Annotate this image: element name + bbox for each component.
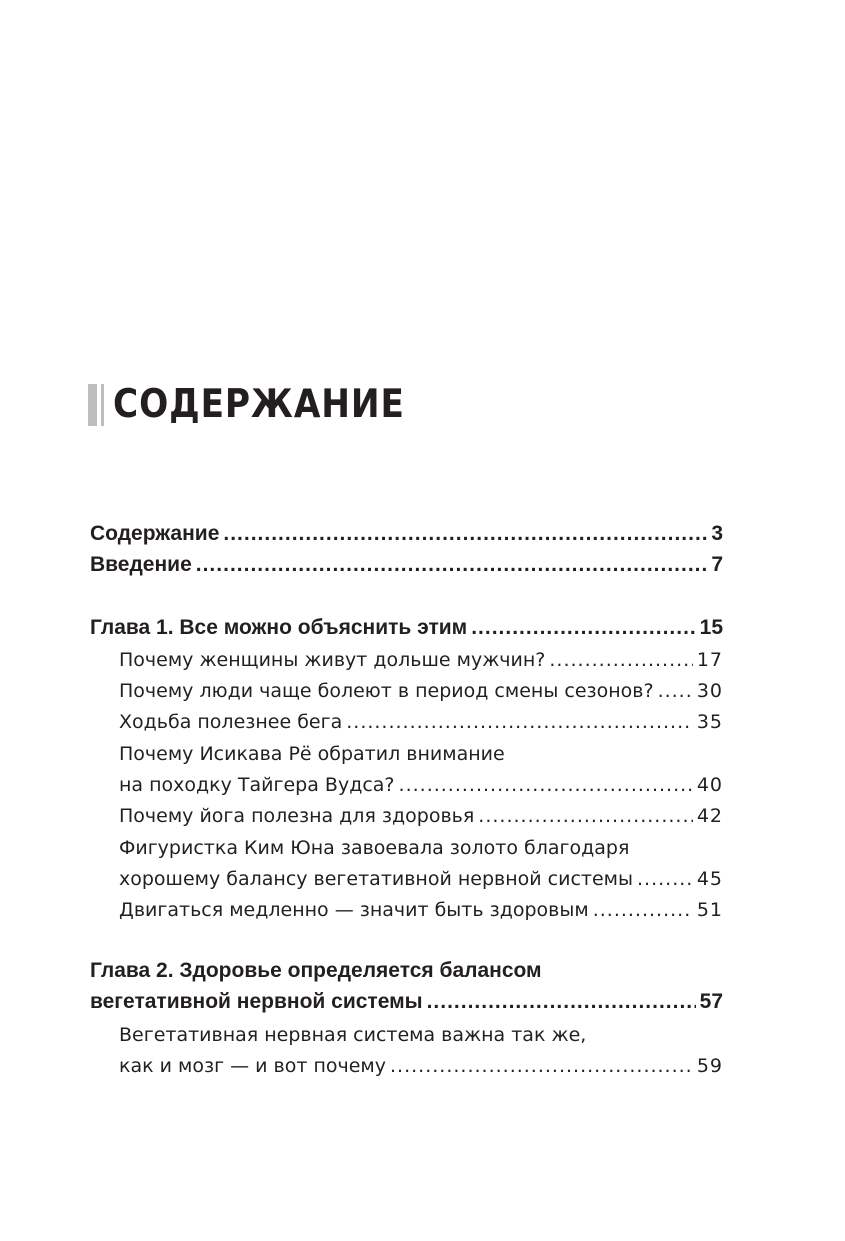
toc-subentry[interactable] — [119, 708, 723, 736]
toc-subentry-label-line1: Вегетативная нервная система важна так же, — [119, 1024, 587, 1046]
toc-entry-introduction[interactable] — [90, 551, 723, 579]
toc-leader-dots — [637, 865, 693, 893]
toc-subentry-page: 51 — [696, 899, 723, 921]
toc-subentry-label: Двигаться медленно — значит быть здоровым — [119, 899, 589, 921]
toc-subentry-label: Ходьба полезнее бега — [119, 711, 343, 733]
toc-subentry-page: 45 — [696, 868, 723, 890]
toc-subentry-label-line1: Почему Исикава Рё обратил внимание — [119, 743, 505, 765]
toc-leader-dots — [593, 896, 693, 924]
toc-entry-label: Содержание — [90, 522, 220, 545]
toc-subentry[interactable] — [119, 865, 723, 893]
toc-leader-dots — [390, 1052, 693, 1080]
toc-subentry-label: на походку Тайгера Вудса? — [119, 774, 395, 796]
toc-subentry-page: 42 — [696, 805, 723, 827]
toc-subentry-label: хорошему балансу вегетативной нервной системы — [119, 868, 634, 890]
toc-leader-dots — [658, 677, 693, 705]
toc-entry-page: 3 — [711, 522, 723, 545]
toc-subentry-label-line1: Фигуристка Ким Юна завоевала золото благодаря — [119, 837, 630, 859]
heading-bar-thick — [88, 384, 97, 426]
toc-chapter-title-line1: Глава 2. Здоровье определяется балансом — [90, 959, 542, 982]
toc-subentry-page: 30 — [696, 680, 723, 702]
toc-leader-dots — [478, 802, 693, 830]
toc-entry-page: 7 — [711, 553, 723, 576]
toc-subentry-page: 17 — [696, 649, 723, 671]
toc-chapter-title: вегетативной нервной системы — [90, 990, 423, 1013]
toc-subentry-label: Почему люди чаще болеют в период смены сезонов? — [119, 680, 654, 702]
toc-subentry[interactable] — [119, 1052, 723, 1080]
toc-subentry-page: 40 — [696, 774, 723, 796]
toc-leader-dots — [223, 520, 707, 548]
page-title: СОДЕРЖАНИЕ — [113, 382, 405, 427]
toc-leader-dots — [196, 551, 708, 579]
page-heading — [88, 382, 445, 428]
toc-subentry-label: как и мозг — и вот почему — [119, 1055, 387, 1077]
heading-bar-thin — [101, 384, 104, 426]
toc-subentry-label: Почему женщины живут дольше мужчин? — [119, 649, 546, 671]
toc-subentry[interactable] — [119, 646, 723, 674]
toc-subentry[interactable] — [119, 771, 723, 799]
toc-chapter-1[interactable] — [90, 614, 723, 642]
toc-subentry[interactable] — [119, 677, 723, 705]
toc-leader-dots — [346, 708, 693, 736]
toc-entry-label: Введение — [90, 553, 192, 576]
toc-leader-dots — [427, 988, 696, 1016]
toc-chapter-2[interactable] — [90, 988, 723, 1016]
toc-entry-contents[interactable] — [90, 520, 723, 548]
toc-subentry-label: Почему йога полезна для здоровья — [119, 805, 475, 827]
toc-subentry[interactable] — [119, 896, 723, 924]
toc-leader-dots — [471, 614, 695, 642]
toc-chapter-page: 15 — [699, 616, 723, 639]
toc-subentry-page: 59 — [696, 1055, 723, 1077]
toc-leader-dots — [399, 771, 693, 799]
toc-subentry-page: 35 — [696, 711, 723, 733]
toc-subentry[interactable] — [119, 802, 723, 830]
toc-leader-dots — [549, 646, 692, 674]
toc-chapter-page: 57 — [699, 990, 723, 1013]
heading-bars-decoration — [88, 383, 104, 427]
toc-chapter-title: Глава 1. Все можно объяснить этим — [90, 616, 468, 639]
